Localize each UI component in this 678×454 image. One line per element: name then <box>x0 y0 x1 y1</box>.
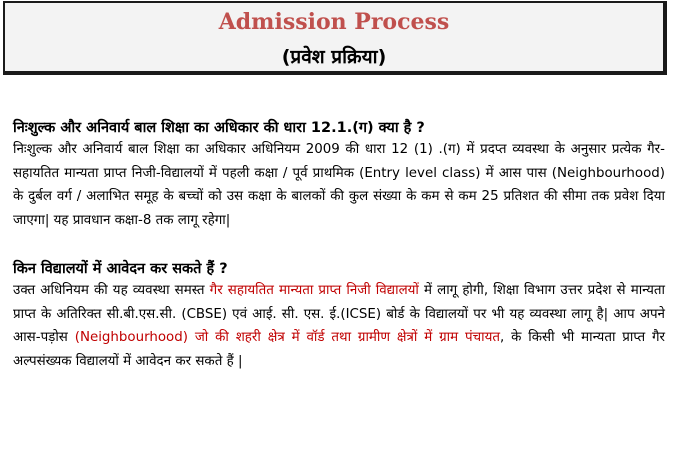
section1-heading: निःशुल्क और अनिवार्य बाल शिक्षा का अधिकार की धारा 12.1.(ग) क्या है ? <box>13 120 425 136</box>
section2-body-part2: में लागू होगी, शिक्षा विभाग उत्तर प्रदेश से मान्यता प्राप्त के अतिरिक्त सी.बी.एस.सी. (CBSE) एवं आई. सी. एस. ई.(ICSE) बोर्ड के विद्यालयों पर भी यह व्यवस्था लागू है| आप अपने आस-पड़ोस <box>13 283 665 345</box>
section2-highlight-neighbourhood: (Neighbourhood) जो की शहरी क्षेत्र में वॉर्ड तथा ग्रामीण क्षेत्रों में ग्राम पंचायत <box>74 330 500 345</box>
section2-body-part1: उक्त अधिनियम की यह व्यवस्था समस्त <box>13 283 205 298</box>
section2-body <box>13 279 665 373</box>
section1-body: निःशुल्क और अनिवार्य बाल शिक्षा का अधिकार अधिनियम 2009 की धारा 12 (1) .(ग) में प्रदप्त व्यवस्था के अनुसार प्रत्येक गैर-सहायतित मान्यता प्राप्त निजी-विद्यालयों में पहली कक्षा / पूर्व प्राथमिक (Entry level class) में आस पास (Neighbourhood) के दुर्बल वर्ग / अलाभित समूह के बच्चों को उस कक्षा के बालकों की कुल संख्या के कम से कम 25 प्रतिशत की सीमा तक प्रवेश दिया जाएगा| यह प्रावधान कक्षा-8 तक लागू रहेगा| <box>13 142 665 228</box>
document-content <box>13 118 665 373</box>
section2-heading: किन विद्यालयों में आवेदन कर सकते हैं ? <box>13 261 228 277</box>
title-box <box>3 1 667 75</box>
page-title-english: Admission Process <box>218 9 450 35</box>
page-title-hindi: (प्रवेश प्रक्रिया) <box>281 46 387 68</box>
section2-highlight-schools: गैर सहायतित मान्यता प्राप्त निजी विद्यालयों <box>209 283 419 298</box>
section-spacer <box>13 232 665 259</box>
section2-body-part3: , के किसी भी मान्यता प्राप्त गैर अल्पसंख्यक विद्यालयों में आवेदन कर सकते हैं | <box>13 330 666 369</box>
